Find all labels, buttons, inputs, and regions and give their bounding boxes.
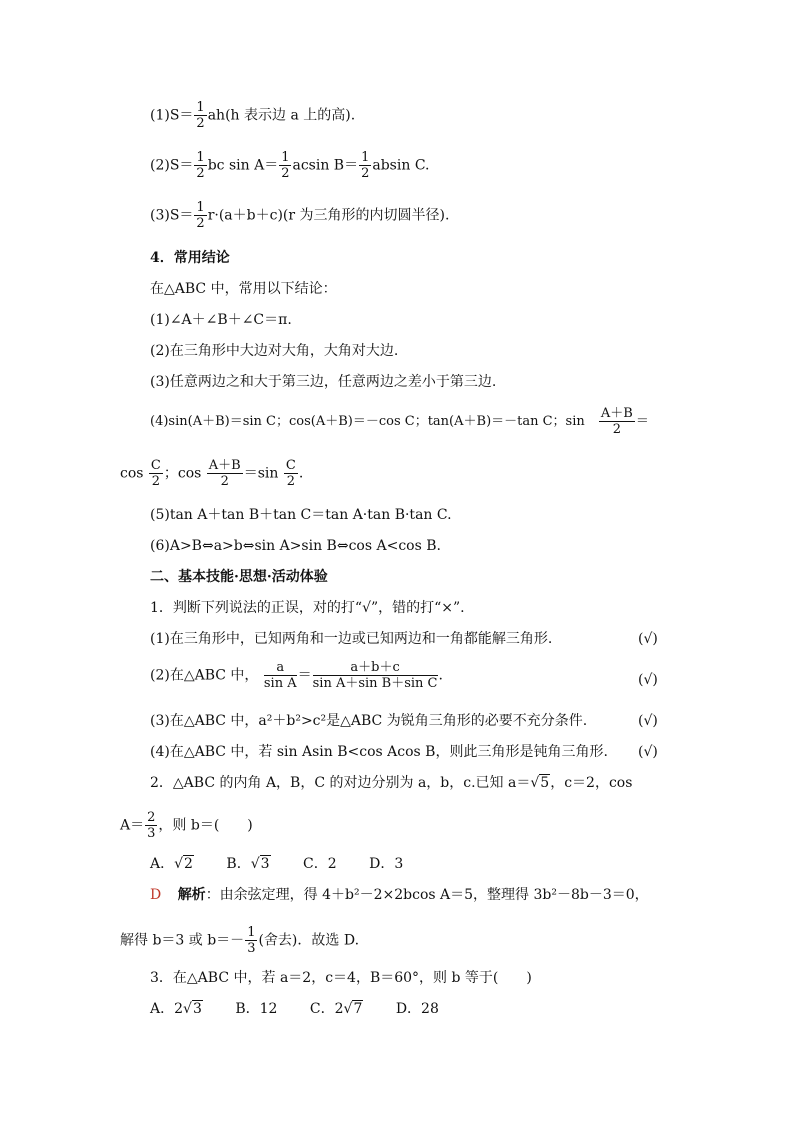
text: ah(h 表示边 a 上的高).	[207, 107, 356, 124]
text: ＝	[635, 414, 649, 429]
text: (1)S＝	[150, 107, 194, 124]
denominator: 2	[196, 166, 205, 181]
answer-mark: (√)	[638, 631, 658, 647]
numerator: 1	[196, 100, 205, 115]
question-1-4: (4)在△ABC 中，若 sin Asin B<cos Acos B，则此三角形是钝角三角形.	[150, 744, 608, 760]
text: cos	[120, 465, 144, 482]
text: 解得 b＝3 或 b＝－	[120, 932, 245, 949]
text: ＝	[297, 667, 312, 684]
numerator: C	[150, 458, 161, 473]
area-formula-3	[150, 200, 449, 231]
sqrt: √3	[183, 1001, 202, 1017]
text: (2)S＝	[150, 157, 194, 174]
conclusion-4	[150, 406, 649, 437]
text: ，c＝2，cos	[550, 775, 633, 791]
sqrt: √2	[174, 856, 193, 872]
fraction	[145, 810, 157, 841]
fraction	[194, 150, 206, 181]
radicand: 7	[353, 1001, 363, 1017]
denominator: 2	[196, 216, 205, 231]
answer-mark: (√)	[638, 713, 658, 729]
radicand: 3	[192, 1001, 202, 1017]
text: (4)sin(A＋B)＝sin C；cos(A＋B)＝－cos C；tan(A＋B)＝－tan C；sin	[150, 414, 585, 429]
text: .	[298, 465, 304, 482]
area-formula-2	[150, 150, 429, 181]
fraction	[194, 200, 206, 231]
numerator: a	[264, 660, 297, 676]
denominator: 2	[196, 116, 205, 131]
question-2	[150, 773, 632, 793]
fraction	[245, 925, 257, 956]
text: ：由余弦定理，得 4＋b²－2×2bcos A＝5，整理得 3b²－8b－3＝0，	[205, 887, 649, 903]
numerator: 1	[196, 150, 205, 165]
text: .	[438, 667, 443, 684]
question-1-1: (1)在三角形中，已知两角和一边或已知两边和一角都能解三角形.	[150, 631, 553, 647]
question-2-cont	[120, 810, 253, 841]
numerator: 1	[281, 150, 290, 165]
option-a-label: A．	[150, 856, 175, 872]
radicand: 3	[260, 856, 270, 872]
text: (3)S＝	[150, 207, 194, 224]
sqrt: √3	[250, 856, 270, 872]
option-c: C．2	[303, 856, 337, 872]
section-heading-2: 二、基本技能·思想·活动体验	[150, 569, 328, 585]
conclusion-3: (3)任意两边之和大于第三边，任意两边之差小于第三边.	[150, 374, 497, 390]
question-3-options	[150, 999, 439, 1019]
option-b: B．12	[235, 1001, 278, 1017]
denominator: 3	[147, 826, 156, 841]
denominator: sin A	[263, 676, 297, 691]
option-d: D．28	[395, 1001, 439, 1017]
text: acsin B＝	[292, 157, 359, 174]
question-2-solution-cont	[120, 925, 359, 956]
conclusion-5: (5)tan A＋tan B＋tan C＝tan A·tan B·tan C.	[150, 507, 452, 523]
sqrt: √7	[343, 1001, 363, 1017]
denominator: 3	[247, 941, 256, 956]
text: (舍去)．故选 D.	[258, 932, 360, 949]
text: ；cos	[163, 465, 202, 482]
fraction	[599, 406, 635, 437]
fraction	[279, 150, 291, 181]
solution-label: 解析	[177, 887, 206, 903]
fraction	[207, 458, 243, 489]
text: A＝	[120, 817, 145, 834]
question-1: 1．判断下列说法的正误，对的打“√”，错的打“×”.	[150, 600, 465, 616]
denominator: 2	[612, 422, 622, 437]
denominator: 2	[286, 474, 295, 489]
numerator: C	[285, 458, 296, 473]
numerator: A＋B	[600, 406, 633, 421]
fraction	[284, 458, 298, 489]
denominator: sin A＋sin B＋sin C	[312, 676, 438, 691]
option-a-label: A．2	[150, 1001, 184, 1017]
radicand: 5	[540, 775, 550, 791]
conclusions-intro: 在△ABC 中，常用以下结论：	[150, 281, 337, 297]
numerator: 2	[147, 810, 156, 825]
radicand: 2	[184, 856, 193, 872]
denominator: 2	[151, 474, 161, 489]
numerator: 1	[247, 925, 256, 940]
fraction	[313, 660, 438, 691]
question-3: 3．在△ABC 中，若 a＝2，c＝4，B＝60°，则 b 等于( )	[150, 970, 532, 986]
fraction	[359, 150, 371, 181]
option-b-label: B．	[226, 856, 251, 872]
numerator: 1	[361, 150, 370, 165]
conclusion-4-cont	[120, 458, 303, 489]
conclusion-1: (1)∠A＋∠B＋∠C＝π.	[150, 312, 292, 328]
text: ，则 b＝( )	[158, 817, 253, 834]
text: absin C.	[372, 157, 430, 174]
denominator: 2	[220, 474, 229, 489]
fraction	[194, 100, 206, 131]
text: bc sin A＝	[207, 157, 279, 174]
conclusion-6: (6)A>B⇔a>b⇔sin A>sin B⇔cos A<cos B.	[150, 538, 441, 554]
denominator: 2	[281, 166, 290, 181]
text: (2)在△ABC 中，	[150, 667, 259, 684]
text: r·(a＋b＋c)(r 为三角形的内切圆半径).	[207, 207, 450, 224]
denominator: 2	[361, 166, 370, 181]
question-1-3: (3)在△ABC 中，a²＋b²>c²是△ABC 为锐角三角形的必要不充分条件.	[150, 713, 588, 729]
area-formula-1	[150, 100, 355, 131]
conclusion-2: (2)在三角形中大边对大角，大角对大边.	[150, 343, 399, 359]
option-c-label: C．2	[309, 1001, 344, 1017]
fraction	[264, 660, 297, 691]
option-d: D．3	[369, 856, 404, 872]
numerator: 1	[196, 200, 205, 215]
answer-mark: (√)	[638, 672, 658, 688]
question-2-solution	[150, 885, 649, 905]
section-heading-conclusions: 4．常用结论	[150, 250, 230, 266]
numerator: a＋b＋c	[313, 660, 438, 676]
numerator: A＋B	[208, 458, 241, 473]
answer-letter: D	[150, 887, 162, 903]
text: ＝sin	[243, 465, 279, 482]
fraction	[149, 458, 163, 489]
question-1-2	[150, 660, 443, 691]
sqrt: √5	[530, 775, 550, 791]
text: 2．△ABC 的内角 A，B，C 的对边分别为 a，b，c.已知 a＝	[150, 775, 531, 791]
question-2-options	[150, 854, 403, 874]
answer-mark: (√)	[638, 744, 658, 760]
